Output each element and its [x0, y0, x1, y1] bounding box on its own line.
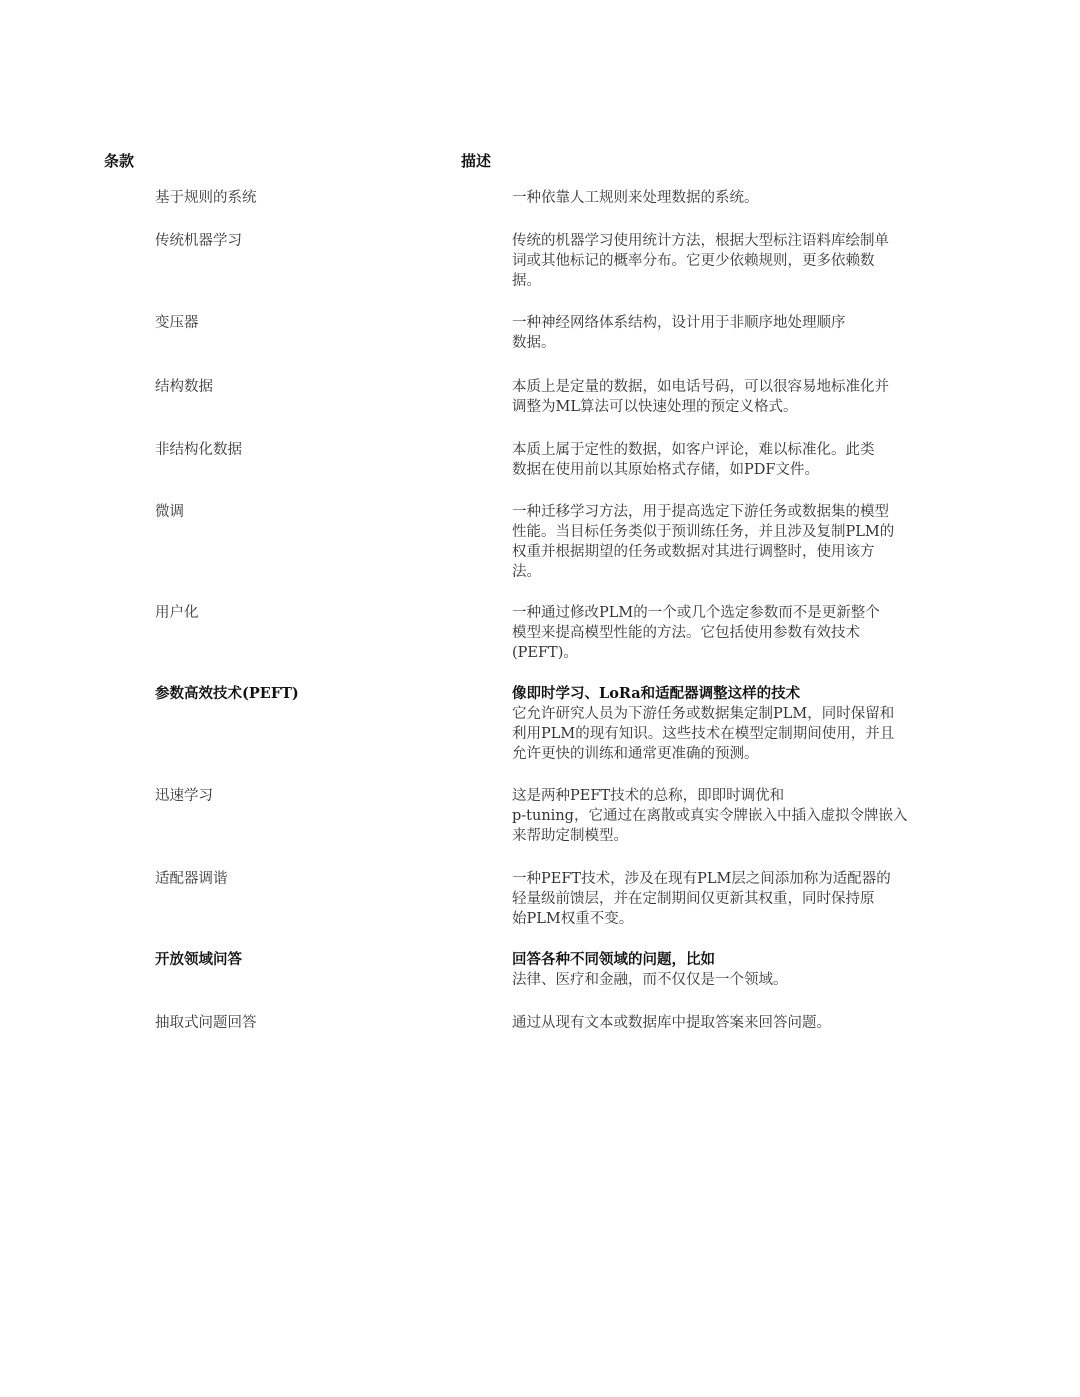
description-cell	[512, 684, 952, 764]
description-line: 始PLM权重不变。	[512, 911, 634, 927]
description-cell	[512, 502, 952, 582]
term-cell: 基于规则的系统	[155, 190, 257, 206]
description-line: 性能。当目标任务类似于预训练任务，并且涉及复制PLM的	[512, 524, 895, 540]
term-cell: 迅速学习	[155, 788, 213, 804]
description-line: 一种依靠人工规则来处理数据的系统。	[512, 190, 759, 206]
term-cell: 非结构化数据	[155, 442, 242, 458]
description-line: 轻量级前馈层，并在定制期间仅更新其权重，同时保持原	[512, 891, 875, 907]
description-line: 一种神经网络体系结构，设计用于非顺序地处理顺序	[512, 315, 846, 331]
description-cell	[512, 869, 952, 929]
description-cell	[512, 950, 952, 990]
description-cell	[512, 1013, 952, 1033]
description-line: 允许更快的训练和通常更准确的预测。	[512, 746, 759, 762]
description-line: 通过从现有文本或数据库中提取答案来回答问题。	[512, 1015, 831, 1031]
description-cell	[512, 786, 952, 846]
description-line: 数据在使用前以其原始格式存储，如PDF文件。	[512, 462, 819, 478]
description-line: 利用PLM的现有知识。这些技术在模型定制期间使用，并且	[512, 726, 895, 742]
term-cell: 用户化	[155, 605, 199, 621]
description-line: (PEFT)。	[512, 645, 578, 661]
description-line: 模型来提高模型性能的方法。它包括使用参数有效技术	[512, 625, 860, 641]
description-line: 据。	[512, 273, 541, 289]
description-line: 来帮助定制模型。	[512, 828, 628, 844]
description-cell	[512, 377, 952, 417]
description-cell	[512, 188, 952, 208]
description-line: 本质上属于定性的数据，如客户评论，难以标准化。此类	[512, 442, 875, 458]
term-cell: 适配器调谐	[155, 871, 228, 887]
description-line: 像即时学习、LoRa和适配器调整这样的技术	[512, 685, 801, 702]
description-cell	[512, 440, 952, 480]
description-line: 调整为ML算法可以快速处理的预定义格式。	[512, 399, 798, 415]
description-line: 一种PEFT技术，涉及在现有PLM层之间添加称为适配器的	[512, 871, 891, 887]
description-line: 一种迁移学习方法，用于提高选定下游任务或数据集的模型	[512, 504, 889, 520]
description-line: 法律、医疗和金融，而不仅仅是一个领域。	[512, 972, 788, 988]
term-cell: 微调	[155, 504, 184, 520]
description-cell	[512, 231, 952, 291]
description-line: p-tuning，它通过在离散或真实令牌嵌入中插入虚拟令牌嵌入	[512, 808, 908, 824]
description-line: 权重并根据期望的任务或数据对其进行调整时，使用该方	[512, 544, 875, 560]
description-line: 本质上是定量的数据，如电话号码，可以很容易地标准化并	[512, 379, 889, 395]
description-line: 数据。	[512, 335, 556, 351]
term-cell: 参数高效技术(PEFT)	[155, 685, 299, 702]
description-cell	[512, 313, 952, 353]
description-line: 这是两种PEFT技术的总称，即即时调优和	[512, 788, 785, 804]
term-cell: 抽取式问题回答	[155, 1015, 257, 1031]
description-cell	[512, 603, 952, 663]
description-line: 一种通过修改PLM的一个或几个选定参数而不是更新整个	[512, 605, 880, 621]
description-line: 传统的机器学习使用统计方法，根据大型标注语料库绘制单	[512, 233, 889, 249]
column-header-term: 条款	[104, 152, 135, 170]
term-cell: 结构数据	[155, 379, 213, 395]
description-line: 词或其他标记的概率分布。它更少依赖规则，更多依赖数	[512, 253, 875, 269]
description-line: 它允许研究人员为下游任务或数据集定制PLM，同时保留和	[512, 706, 895, 722]
description-line: 回答各种不同领域的问题，比如	[512, 951, 715, 968]
description-line: 法。	[512, 564, 541, 580]
term-cell: 开放领域问答	[155, 951, 242, 968]
term-cell: 变压器	[155, 315, 199, 331]
column-header-description: 描述	[461, 152, 492, 170]
term-cell: 传统机器学习	[155, 233, 242, 249]
